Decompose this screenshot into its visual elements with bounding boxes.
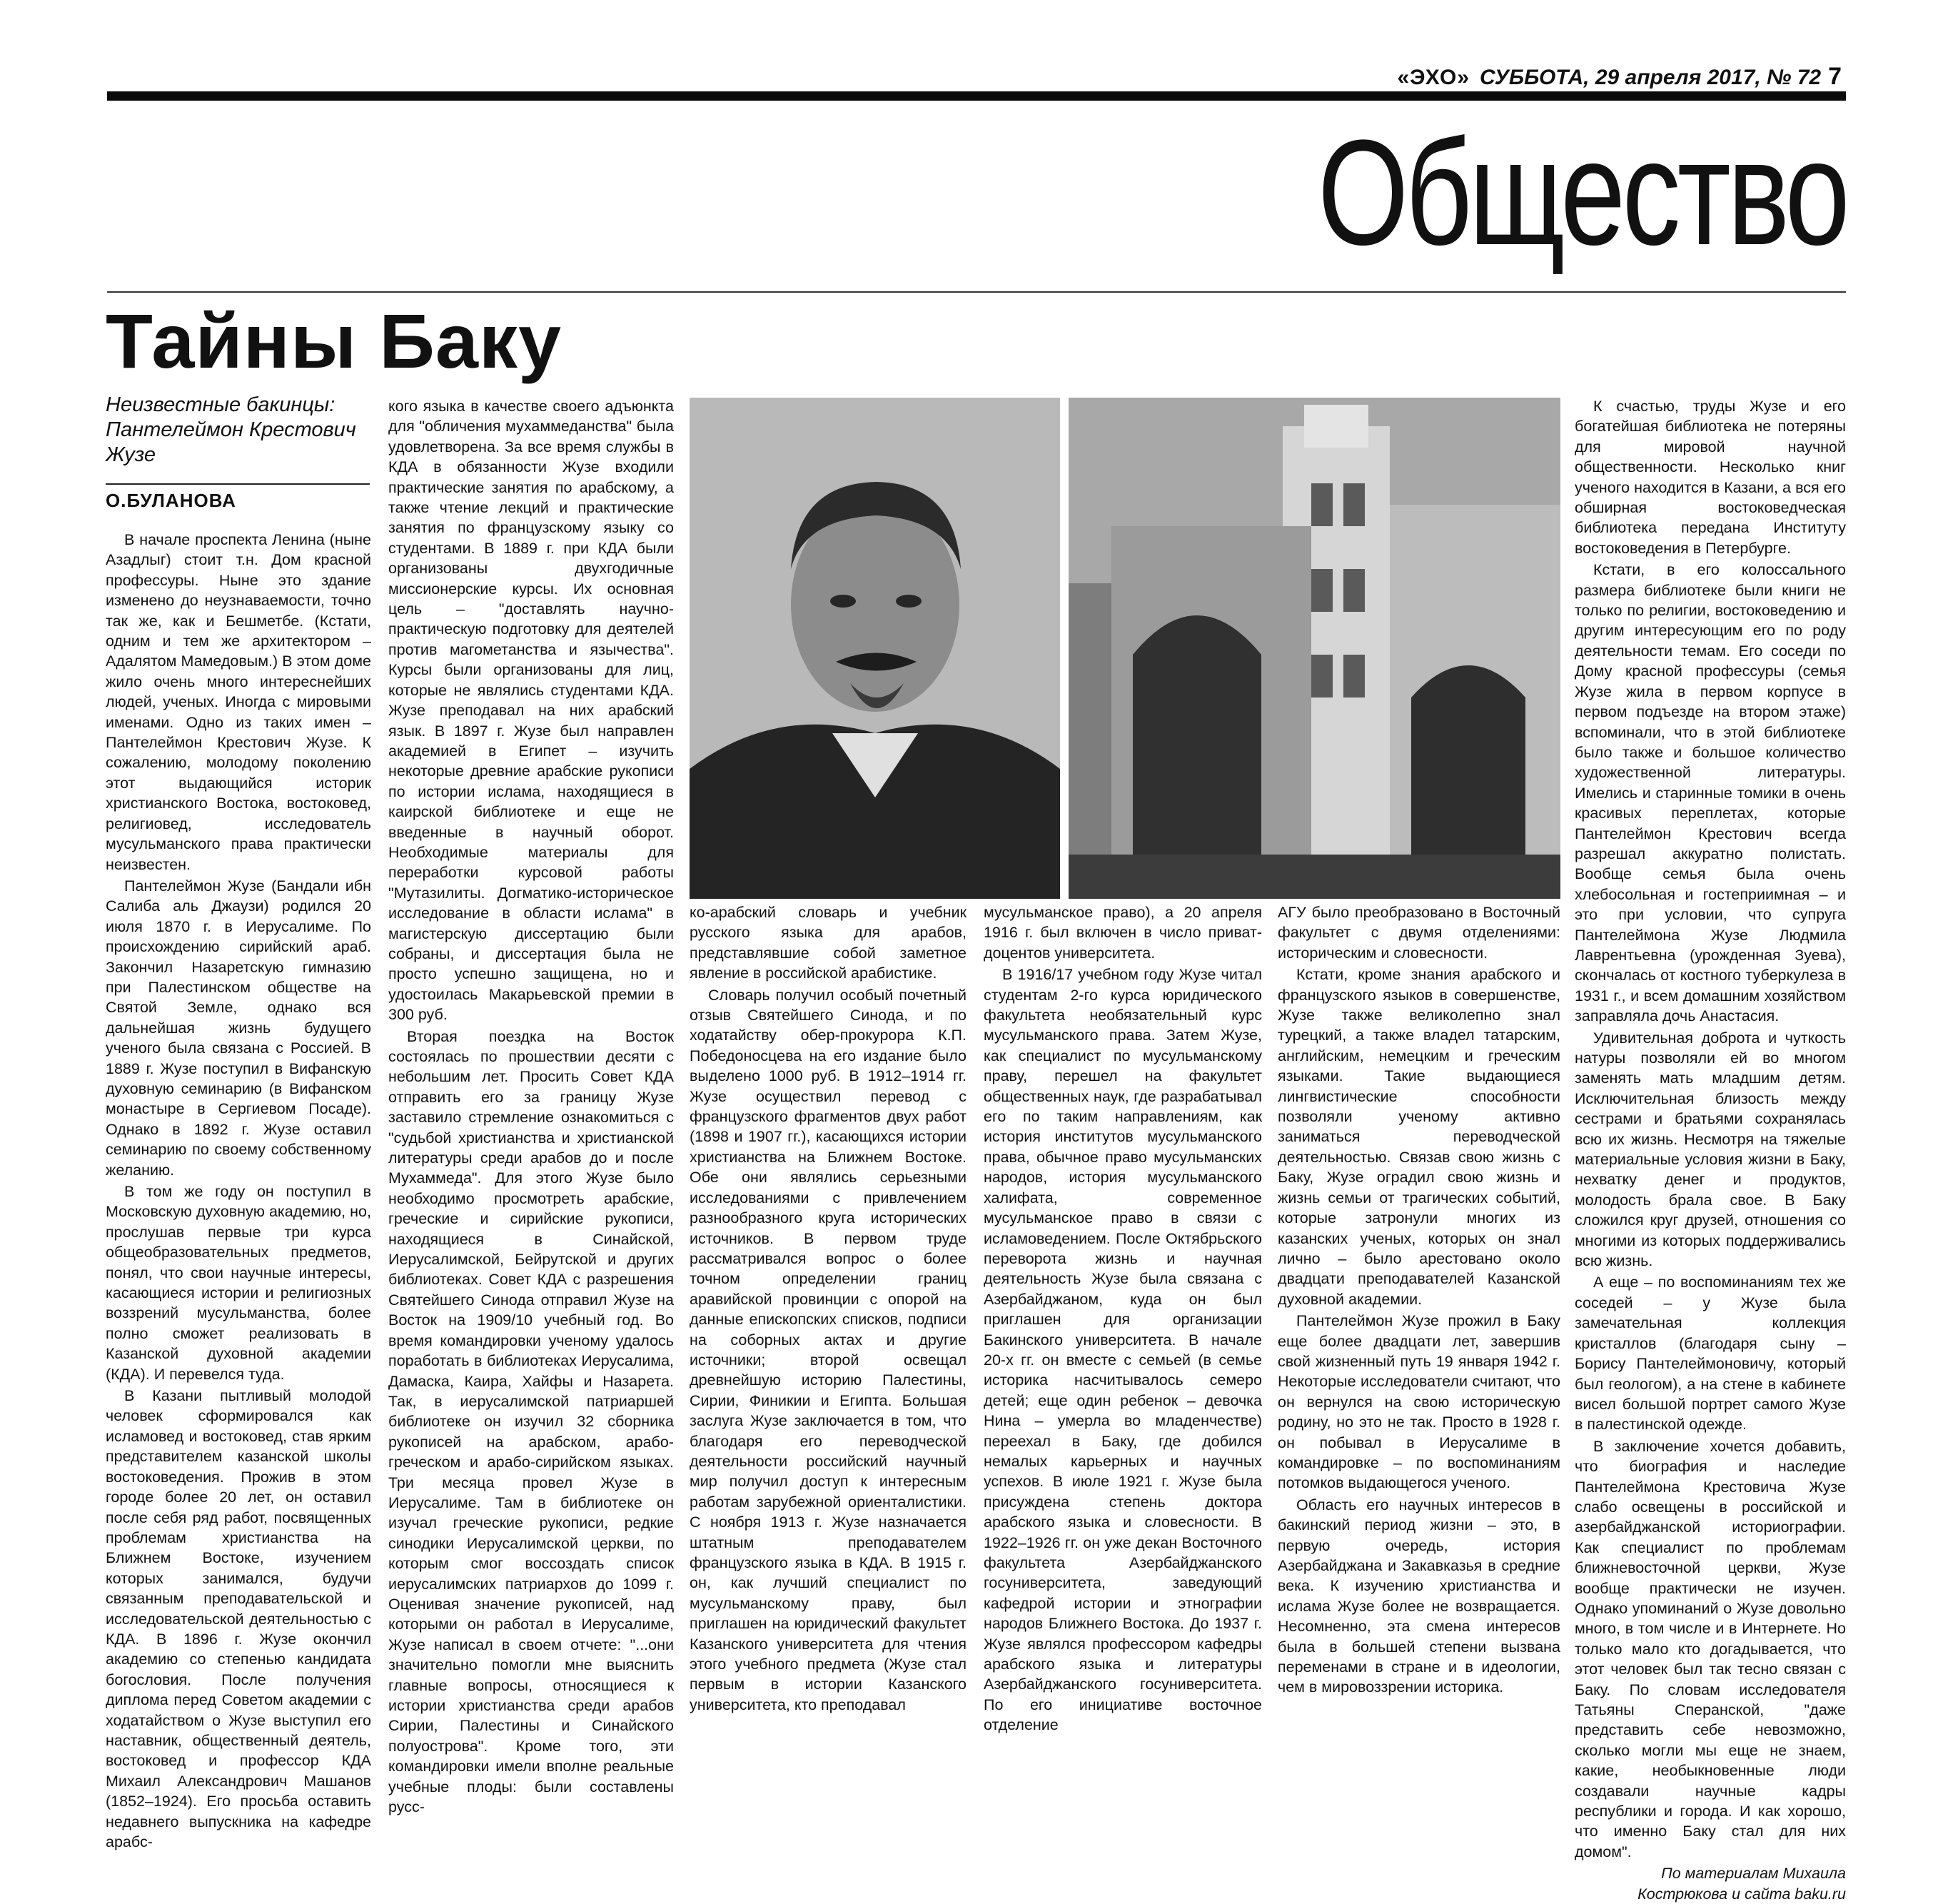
paragraph: Кстати, кроме знания арабского и французского языков в совершенстве, Жузе также великолепно знал турецкий, а также владел татарским, английским, немецким и греческим языками. Такие выдающиеся лингвистические способности позволяли ученому активно заниматься переводческой деятельностью. Связав свою жизнь с Баку, Жузе оградил свою жизнь и жизнь семьи от трагических событий, которые затронули многих из казанских ученых, которых он знал лично – было арестовано около двадцати преподавателей Казанской духовной академии. [1278,966,1560,1308]
paragraph: Словарь получил особый почетный отзыв Святейшего Синода, и по ходатайству обер-прокурора К.П. Победоносцева на его издание было выделено 1000 руб. В 1912–1914 гг. Жузе осуществил перевод с французского фрагментов двух работ (1898 и 1907 гг.), касающихся истории христианства на Ближнем Востоке. Обе они являлись серьезными исследованиями с привлечением разнообразного круга исторических источников. В первом труде рассматривался вопрос о более точном определении границ аравийской провинции с опорой на данные епископских списков, подписи на соборных актах и другие источники; второй освещал древнейшую историю Палестины, Сирии, Финикии и Египта. Большая заслуга Жузе заключается в том, что благодаря его переводческой деятельности российский научный мир получил доступ к интересным работам зарубежной ориенталистики. С ноября 1913 г. Жузе назначается штатным преподавателем французского языка в КДА. В 1915 г. он, как лучший специалист по мусульманскому праву, был приглашен на юридический факультет Казанского университета для чтения этого учебного предмета (Жузе стал первым в истории Казанского университета, кто преподавал [690,986,967,1713]
article-column-5 [1278,902,1560,1696]
paragraph: К счастью, труды Жузе и его богатейшая библиотека не потеряны для мировой научной общественности. Несколько книг ученого находится в Казани, а вся его обширная востоковедческая библиотека передана Институту востоковедения в Петербурге. [1575,398,1846,557]
paragraph: кого языка в качестве своего адъюнкта для "обличения мухаммеданства" была удовлетворена. За все время службы в КДА в обязанности Жузе входили практические занятия по арабскому, а также чтение лекций и практические занятия по французскому языку со студентами. В 1889 г. при КДА были организованы двухгодичные миссионерские курсы. Их основная цель – "доставлять научно-практическую подготовку для деятелей против магометанства и язычества". Курсы были организованы для лиц, которые не являлись студентами КДА. Жузе преподавал на них арабский язык. В 1897 г. Жузе был направлен академией в Египет – изучить некоторые древние арабские рукописи по истории ислама, находящиеся в каирской библиотеке и еще не введенные в научный оборот. Необходимые материалы для переработки курсовой работы "Мутазилиты. Догматико-историческое исследование в области ислама" в магистерскую диссертацию были собраны, и диссертация была не просто успешно защищена, но и удостоилась Макарьевской премии в 300 руб. [388,398,674,1024]
paragraph: В Казани пытливый молодой человек сформировался как исламовед и востоковед, став ярким представителем казанской школы востоковедения. Прожив в этом городе более 20 лет, он оставил после себя ряд работ, посвященных проблемам христианства на Ближнем Востоке, изучением которых занимался, будучи связанным преподавательской и исследовательской деятельностью с КДА. В 1896 г. Жузе окончил академию со степенью кандидата богословия. После получения диплома перед Советом академии с ходатайством о Жузе выступил его наставник, общественный деятель, востоковед и профессор КДА Михаил Александрович Машанов (1852–1924). Его просьба оставить недавнего выпускника на кафедре арабс- [106,1387,371,1850]
building-illustration [1069,398,1560,899]
paragraph: В 1916/17 учебном году Жузе читал студентам 2-го курса юридического факультета необязательный курс мусульманского права. Затем Жузе, как специалист по мусульманскому праву, перешел на факультет общественных наук, где разрабатывал его по таким направлениям, как история институтов мусульманского права, обычное право мусульманских народов, история мусульманского халифата, современное мусульманское право в связи с исламоведением. После Октябрьского переворота жизнь и научная деятельность Жузе была связана с Азербайджаном, куда он был приглашен для организации Бакинского университета. В начале 20-х гг. он вместе с семьей (в семье историка насчитывалось семеро детей; еще один ребенок – девочка Нина – умерла во младенчестве) переехал в Баку, где добился немалых карьерных и научных успехов. В июле 1921 г. Жузе была присуждена степень доктора арабского языка и словесности. В 1922–1926 гг. он уже декан Восточного факультета Азербайджанского госуниверситета, заведующий кафедрой истории и этнографии народов Ближнего Востока. До 1937 г. Жузе являлся профессором кафедры арабского языка и литературы Азербайджанского госуниверситета. По его инициативе восточное отделение [984,966,1262,1734]
paragraph: Область его научных интересов в бакинский период жизни – это, в первую очередь, история Азербайджана и Закавказья в средние века. К изучению христианства и ислама Жузе более не возвращается. Несомненно, эта смена интересов была в большей степени вызвана переменами в стране и в идеологии, чем в мировоззрении историка. [1278,1496,1560,1696]
article-headline: Тайны Баку [106,298,562,384]
newspaper-name: «ЭХО» [1397,66,1470,89]
page-header [1398,63,1842,91]
article-subtitle: Неизвестные бакинцы: Пантелеймон Крестович Жузе [106,393,356,466]
paragraph: В начале проспекта Ленина (ныне Азадлыг) стоит т.н. Дом красной профессуры. Ныне это здание изменено до неузнаваемости, точно так же, как и Бешметбе. (Кстати, одним и тем же архитектором – Адалятом Мамедовым.) В этом доме жило очень много интереснейших людей, ученых. Иногда с мировыми именами. Одно из таких имен – Пантелеймон Крестович Жузе. К сожалению, молодому поколению этот выдающийся историк христианского Востока, востоковед, религиовед, исследователь мусульманского права практически неизвестен. [106,531,371,873]
header-bar [107,91,1846,101]
portrait-photo [690,398,1060,899]
article-column-4 [984,902,1262,1734]
article-column-6 [1575,396,1846,1903]
paragraph: Пантелеймон Жузе (Бандали ибн Салиба аль Джаузи) родился 20 июля 1870 г. в Иерусалиме. По происхождению сирийский араб. Закончил Назаретскую гимназию при Палестинском обществе на Святой Земле, однако вся дальнейшая жизнь будущего ученого была связана с Россией. В 1889 г. Жузе поступил в Вифанскую духовную семинарию (в Вифанском монастыре в Сергиевом Посаде). Однако в 1892 г. Жузе оставил семинарию по своему собственному желанию. [106,877,371,1179]
issue-date: СУББОТА, 29 апреля 2017, № 72 [1480,66,1822,89]
paragraph: Кстати, в его колоссального размера библиотеке были книги не только по религии, востоковедению и другим интересующим его по роду деятельности темам. Его соседи по Дому красной профессуры (семья Жузе жила в первом корпусе в первом подъезде на втором этаже) вспоминали, что в этой библиотеке было также и большое количество художественной литературы. Имелись и старинные томики в очень красивых переплетах, которые Пантелеймон Крестович всегда разрешал аккуратно полистать. Вообще семья была очень хлебосольная и гостеприимная – и это при условии, что супруга Пантелеймона Жузе Людмила Лаврентьевна (урожденная Зуева), скончалась от костного туберкулеза в 1931 г., и всем домашним хозяйством заправляла дочь Анастасия. [1575,561,1846,1025]
article-byline: О.БУЛАНОВА [106,490,236,511]
section-title: Общество [1317,109,1847,276]
paragraph: АГУ было преобразовано в Восточный факультет с двумя отделениями: историческим и словесности. [1278,904,1560,962]
paragraph: В заключение хочется добавить, что биография и наследие Пантелеймона Крестовича Жузе слабо освещены в российской и азербайджанской историографии. Как специалист по проблемам ближневосточной церкви, Жузе вообще практически не изучен. Однако упоминаний о Жузе довольно много, в том числе и в Интернете. Но только мало кто догадывается, что этот человек был так тесно связан с Баку. По словам исследователя Татьяны Сперанской, "даже представить себе невозможно, сколько могли мы еще не знаем, какие, необыкновенные люди создавали научные кадры республики и города. И как хорошо, что именно Баку стал для них домом". [1575,1437,1846,1860]
portrait-illustration [690,398,1060,899]
page-number: 7 [1828,63,1842,90]
paragraph: А еще – по воспоминаниям тех же соседей – у Жузе была замечательная коллекция кристаллов (благодаря сыну – Борису Пантелеймоновичу, который был геологом), а на стене в кабинете висел большой портрет самого Жузе в палестинской одежде. [1575,1274,1846,1434]
article-column-3 [690,902,967,1713]
building-photo [1069,398,1560,899]
paragraph: ко-арабский словарь и учебник русского языка для арабов, представлявшие собой заметное явление в российской арабистике. [690,904,967,982]
article-column-1 [106,530,371,1850]
paragraph: Пантелеймон Жузе прожил в Баку еще более двадцати лет, завершив свой жизненный путь 19 января 1942 г. Некоторые исследователи считают, что он вернулся на свою историческую родину, но это не так. Просто в 1928 г. он побывал в Иерусалиме в командировке – по воспоминаниям потомков выдающегося ученого. [1278,1312,1560,1492]
byline-rule [106,483,370,485]
paragraph: В том же году он поступил в Московскую духовную академию, но, прослушав первые три курса общеобразовательных предметов, понял, что свои научные интересы, касающиеся истории и религиозных воззрений мусульманства, более полно сможет реализовать в Казанской духовной академии (КДА). И перевелся туда. [106,1183,371,1383]
paragraph: мусульманское право), а 20 апреля 1916 г. был включен в число приват-доцентов университета. [984,904,1262,962]
paragraph: Удивительная доброта и чуткость натуры позволяли ей во многом заменять мать младшим детям. Исключительная близость между сестрами и братьями сохранялась всю их жизнь. Несмотря на тяжелые материальные условия жизни в Баку, нехватку денег и продуктов, молодость брала свое. В Баку сложился круг друзей, отношения со многими из которых поддерживались всю жизнь. [1575,1029,1846,1270]
source-note: По материалам Михаила Кострюкова и сайта baku.ru [1637,1865,1846,1903]
section-rule [107,291,1846,293]
paragraph: Вторая поездка на Восток состоялась по прошествии десяти с небольшим лет. Просить Совет КДА отправить его за границу Жузе заставило стремление ознакомиться с "судьбой христианства и христианской литературы среди арабов до и после Мухаммеда". Для этого Жузе было необходимо просмотреть арабские, греческие и сирийские рукописи, находящиеся в Синайской, Иерусалимской, Бейрутской и других библиотеках. Совет КДА с разрешения Святейшего Синода отправил Жузе на Восток на 1909/10 учебный год. Во время командировки ученому удалось поработать в библиотеках Иерусалима, Дамаска, Каира, Хайфы и Назарета. Так, в иерусалимской патриаршей библиотеке он изучил 32 сборника рукописей на арабском, арабо-греческом и арабо-сирийском языках. Три месяца провел Жузе в Иерусалиме. Там в библиотеке он изучал греческие рукописи, редкие синодики Иерусалимской церкви, по которым смог воссоздать список иерусалимских патриархов до 1099 г. Оценивая значение рукописей, над которыми он работал в Иерусалиме, Жузе написал в своем отчете: "...они значительно помогли мне выяснить главные вопросы, относящиеся к истории христианства среди арабов Сирии, Палестины и Синайского полуострова". Кроме того, эти командировки имели вполне реальные учебные плоды: были составлены русс- [388,1027,674,1816]
article-column-2 [388,396,674,1816]
